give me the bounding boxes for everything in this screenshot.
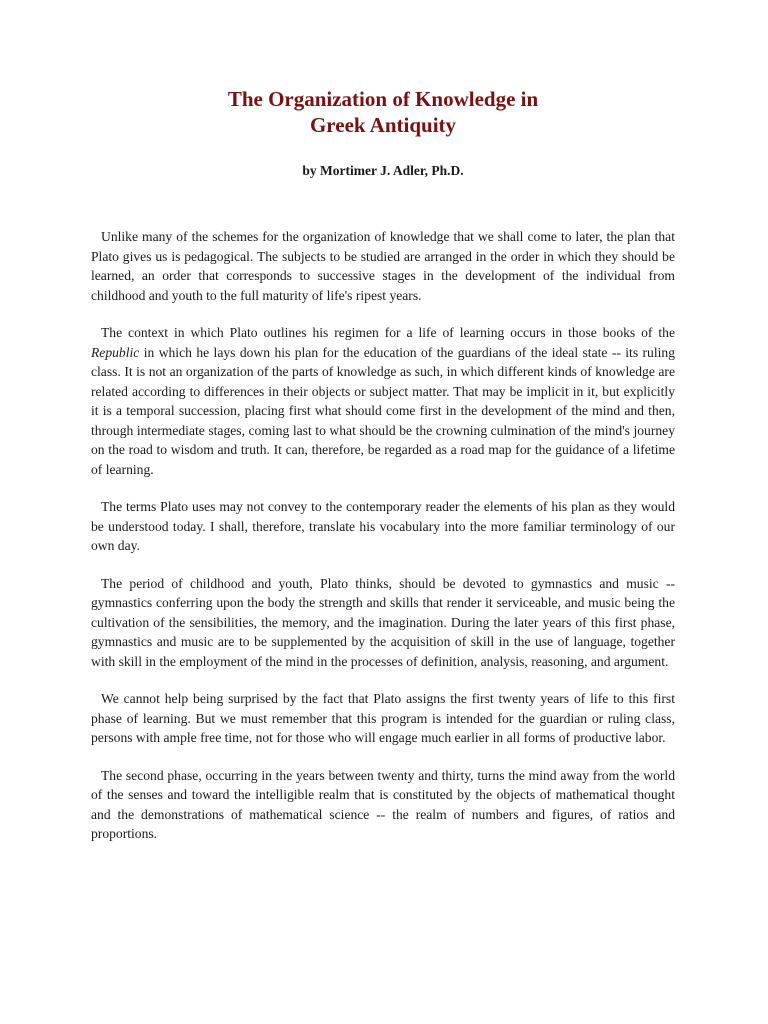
paragraph-2-start: The context in which Plato outlines his regimen for a life of learning occurs in those books of the: [101, 325, 675, 340]
title-line-2: Greek Antiquity: [309, 113, 457, 137]
title-line-1: The Organization of Knowledge in: [227, 87, 539, 111]
paragraph-6: The second phase, occurring in the years between twenty and thirty, turns the mind away from the world of the senses and toward the intelligible realm that is constituted by the objects of mathematical thought and the demonstrations of mathematical science -- the realm of numbers and figures, of ratios and proportions.: [91, 767, 675, 841]
author-byline: by Mortimer J. Adler, Ph.D.: [302, 163, 464, 178]
document-page: [91, 86, 675, 862]
paragraph-4: The period of childhood and youth, Plato thinks, should be devoted to gymnastics and music -- gymnastics conferring upon the body the strength and skills that render it serviceable, and music being the cultivation of the sensibilities, the memory, and the imagination. During the later years of this first phase, gymnastics and music are to be supplemented by the acquisition of skill in the use of language, together with skill in the employment of the mind in the processes of definition, analysis, reasoning, and argument.: [91, 575, 675, 669]
paragraph-3: The terms Plato uses may not convey to the contemporary reader the elements of his plan as they would be understood today. I shall, therefore, translate his vocabulary into the more familiar terminology of our own day.: [91, 499, 675, 553]
article-body: [91, 227, 675, 844]
document-title: [91, 86, 675, 138]
paragraph-2-end: in which he lays down his plan for the education of the guardians of the ideal state -- its ruling class. It is not an organization of the parts of knowledge as such, in which different kinds of knowledge are related according to differences in their objects or subject matter. That may be implicit in it, but explicitly it is a temporal succession, placing first what should come first in the development of the mind and then, through intermediate stages, coming last to what should be the crowning culmination of the mind's journey on the road to wisdom and truth. It can, therefore, be regarded as a road map for the guidance of a lifetime of learning.: [91, 344, 675, 477]
republic-title: Republic: [91, 344, 140, 360]
paragraph-5: We cannot help being surprised by the fact that Plato assigns the first twenty years of life to this first phase of learning. But we must remember that this program is intended for the guardian or ruling class, persons with ample free time, not for those who will engage much earlier in all forms of productive labor.: [91, 691, 675, 745]
paragraph-2: [91, 323, 675, 479]
paragraph-1: Unlike many of the schemes for the organization of knowledge that we shall come to later, the plan that Plato gives us is pedagogical. The subjects to be studied are arranged in the order in which they should be learned, an order that corresponds to successive stages in the development of the individual from childhood and youth to the full maturity of life's ripest years.: [91, 229, 675, 303]
